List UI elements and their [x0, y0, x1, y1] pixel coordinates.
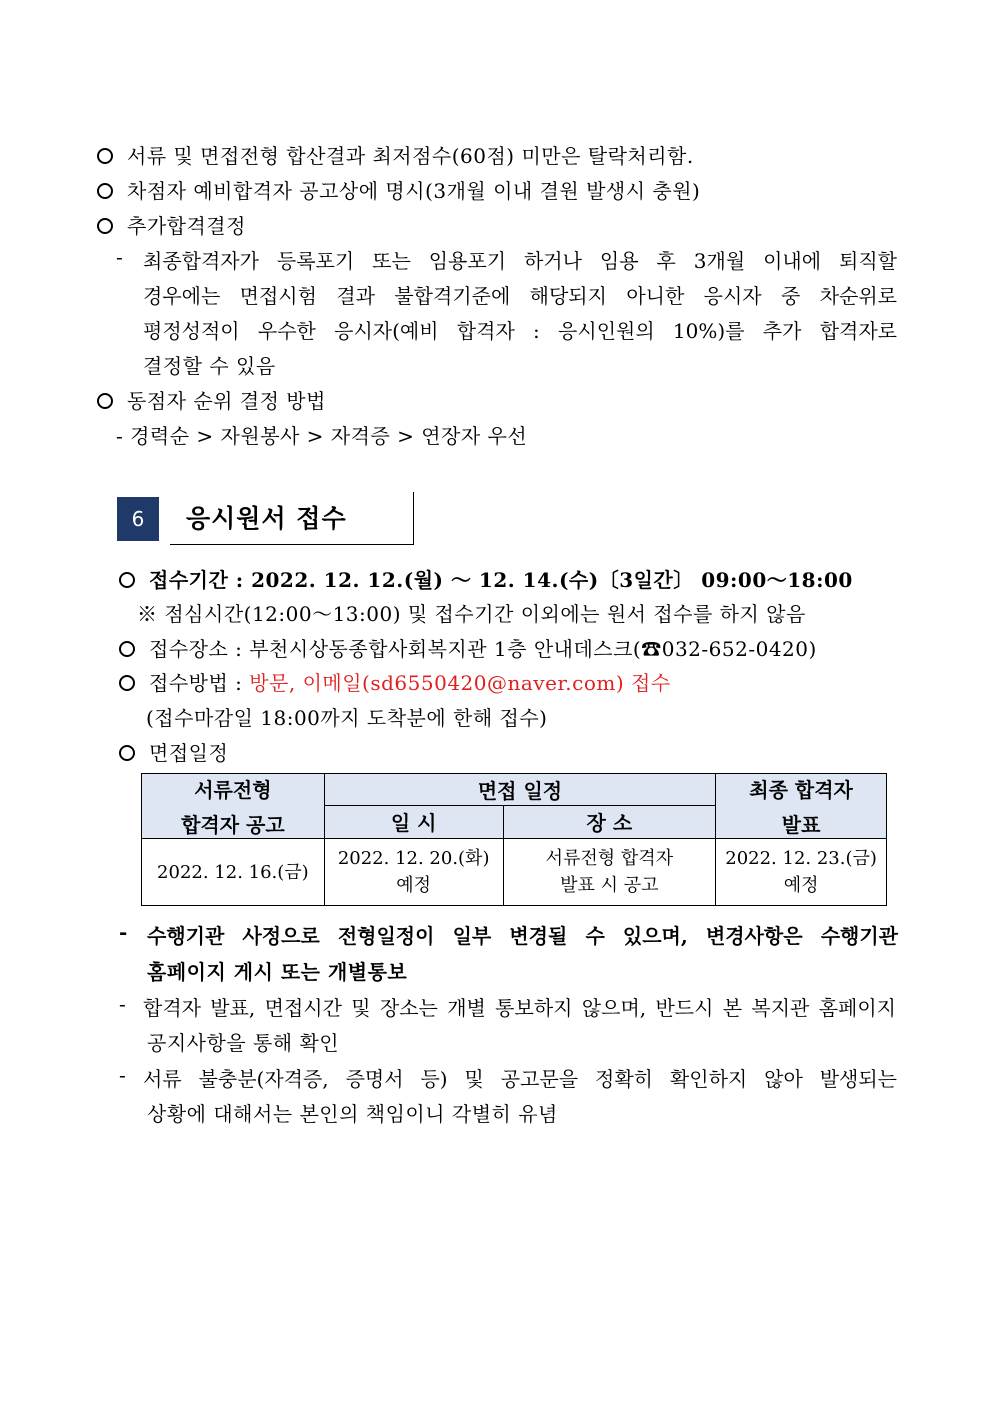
section-title: 응시원서 접수 [186, 504, 347, 533]
hollow-circle-bullet-icon [97, 183, 113, 199]
criteria-item-additional: 추가합격결정 [97, 210, 246, 239]
additional-pass-line-4: 결정할 수 있음 [143, 354, 276, 378]
notice-2-line-2: 공지사항을 통해 확인 [147, 1031, 340, 1055]
doc-result-header: 서류전형 합격자 공고 [142, 774, 325, 839]
reception-period: 접수기간 : 2022. 12. 12.(월) ～ 12. 14.(수)〔3일간〕 09:00～18:00 [119, 564, 853, 593]
reception-method: 접수방법 : 방문, 이메일(sd6550420@naver.com) 접수 [119, 667, 671, 696]
hollow-circle-bullet-icon [97, 148, 113, 164]
hollow-circle-bullet-icon [119, 641, 135, 657]
tie-rule-title: 동점자 순위 결정 방법 [97, 385, 326, 414]
hollow-circle-bullet-icon [119, 675, 135, 691]
notice-3-line-1: 서류 불충분(자격증, 증명서 등) 및 공고문을 정확히 확인하지 않아 발생되는 [143, 1067, 897, 1091]
hollow-circle-bullet-icon [119, 745, 135, 761]
final-result-header: 최종 합격자 발표 [716, 774, 887, 839]
additional-pass-line-1: 최종합격자가 등록포기 또는 임용포기 하거나 임용 후 3개월 이내에 퇴직할 [143, 249, 897, 273]
criteria-item-min-score: 서류 및 면접전형 합산결과 최저점수(60점) 미만은 탈락처리함. [97, 140, 694, 169]
tie-rule: - 경력순 > 자원봉사 > 자격증 > 연장자 우선 [116, 424, 528, 448]
hollow-circle-bullet-icon [97, 218, 113, 234]
notice-1-line-2: 홈페이지 게시 또는 개별통보 [147, 960, 408, 984]
section-title-underline [170, 544, 414, 545]
additional-pass-dash: - [116, 245, 124, 269]
notice-2-line-1: 합격자 발표, 면접시간 및 장소는 개별 통보하지 않으며, 반드시 본 복지관 홈페이지 [143, 996, 896, 1020]
interview-place: 서류전형 합격자 발표 시 공고 [503, 839, 716, 906]
interview-schedule-table [141, 773, 887, 906]
additional-pass-line-3: 평정성적이 우수한 응시자(예비 합격자 : 응시인원의 10%)를 추가 합격자로 [143, 319, 897, 343]
interview-datetime-header: 일 시 [324, 805, 503, 838]
interview-place-header: 장 소 [503, 805, 716, 838]
notice-3-line-2: 상황에 대해서는 본인의 책임이니 각별히 유념 [147, 1102, 558, 1126]
notice-1-dash: - [119, 920, 128, 944]
reception-note: ※ 점심시간(12:00～13:00) 및 접수기간 이외에는 원서 접수를 하지 않음 [137, 602, 806, 626]
section-number-badge: 6 [117, 497, 159, 541]
section-title-divider [413, 492, 414, 545]
interview-schedule-header: 면접 일정 [324, 774, 715, 806]
hollow-circle-bullet-icon [97, 393, 113, 409]
doc-result-date: 2022. 12. 16.(금) [142, 839, 325, 906]
interview-schedule-title: 면접일정 [119, 737, 228, 766]
notice-1-line-1: 수행기관 사정으로 전형일정이 일부 변경될 수 있으며, 변경사항은 수행기관 [147, 924, 898, 948]
reception-method-value: 방문, 이메일(sd6550420@naver.com) 접수 [249, 671, 671, 695]
interview-date: 2022. 12. 20.(화) 예정 [324, 839, 503, 906]
reception-method-note: (접수마감일 18:00까지 도착분에 한해 접수) [146, 706, 548, 730]
criteria-item-reserve: 차점자 예비합격자 공고상에 명시(3개월 이내 결원 발생시 충원) [97, 175, 700, 204]
notice-3-dash: - [119, 1063, 127, 1087]
notice-2-dash: - [119, 992, 127, 1016]
final-result-date: 2022. 12. 23.(금) 예정 [716, 839, 887, 906]
hollow-circle-bullet-icon [119, 572, 135, 588]
additional-pass-line-2: 경우에는 면접시험 결과 불합격기준에 해당되지 아니한 응시자 중 차순위로 [143, 284, 897, 308]
reception-place: 접수장소 : 부천시상동종합사회복지관 1층 안내데스크(☎032-652-0420) [119, 633, 817, 662]
